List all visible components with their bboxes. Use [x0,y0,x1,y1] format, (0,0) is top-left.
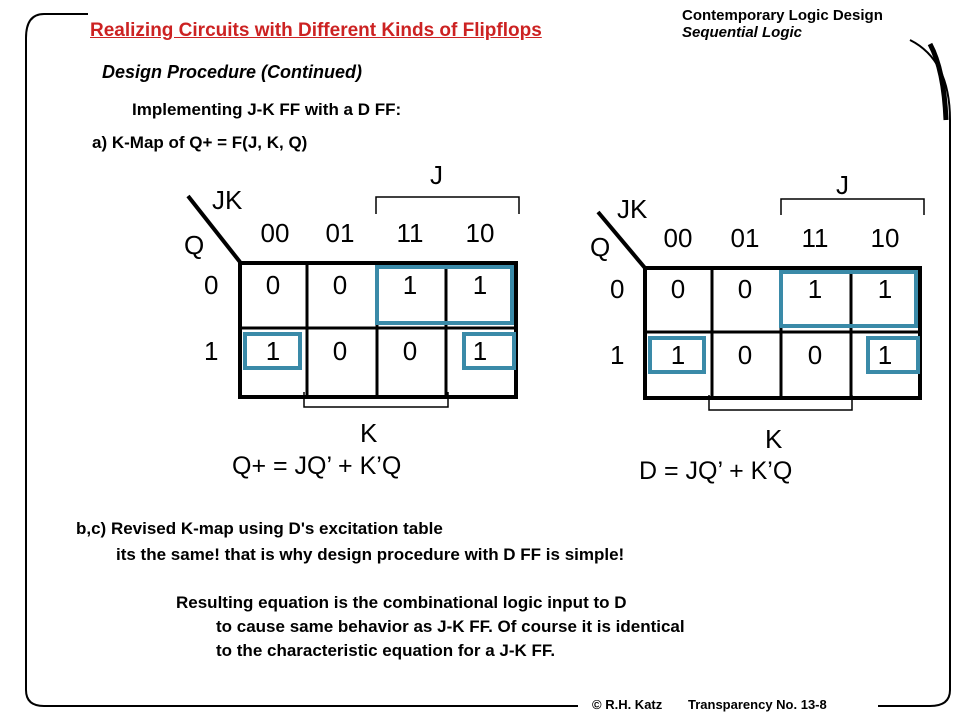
result-line-2: to cause same behavior as J-K FF. Of course it is identical [216,617,685,636]
kmap-1-row-header: 1 [204,336,219,366]
kmap-1-cell: 0 [332,270,348,300]
kmap-2-cell: 0 [670,274,686,304]
kmap-1-var-side: Q [184,230,205,260]
kmap-2-col-header: 01 [730,223,760,253]
kmap-1-cell: 0 [402,336,418,366]
kmap-2-var-top: JK [617,194,648,224]
intro-text: Implementing J-K FF with a D FF: [132,100,402,119]
footer-transparency: Transparency No. 13-8 [688,697,827,712]
footer-copyright: © R.H. Katz [592,697,663,712]
slide-title: Realizing Circuits with Different Kinds of Flipflops [90,20,542,41]
part-bc-line-2: its the same! that is why design procedure with D FF is simple! [116,545,625,564]
kmap-1-j-label: J [430,160,443,190]
kmap-2-cell: 0 [737,340,753,370]
book-title: Contemporary Logic Design [682,7,883,24]
kmap-2-cell: 1 [807,274,823,304]
kmap-1-cell: 1 [472,270,488,300]
kmap-2-j-label: J [836,170,849,200]
kmap-2-col-header: 10 [870,223,900,253]
kmap-1-cell: 1 [472,336,488,366]
kmap-1-equation: Q+ = JQ’ + K’Q [232,452,402,480]
kmap-2-cell: 0 [807,340,823,370]
kmap-1-k-label: K [360,418,378,448]
kmap-1-row-header: 0 [204,270,219,300]
kmap-1-col-header: 01 [325,218,355,248]
kmap-2-cell: 1 [877,274,893,304]
kmap-1-col-header: 00 [260,218,290,248]
kmap-2-cell: 0 [737,274,753,304]
kmap-2-var-side: Q [590,232,611,262]
kmap-1-cell: 1 [265,336,281,366]
kmap-2-row-header: 0 [610,274,625,304]
kmap-1-col-header: 11 [396,218,424,248]
kmap-1-cell: 0 [332,336,348,366]
kmap-2-col-header: 11 [801,223,829,253]
kmap-2-row-header: 1 [610,340,625,370]
kmap-1-col-header: 10 [465,218,495,248]
kmap-1-var-top: JK [212,185,243,215]
kmap-2-equation: D = JQ’ + K’Q [639,457,793,485]
kmap-1-cell: 0 [265,270,281,300]
section-subtitle: Design Procedure (Continued) [102,62,363,82]
result-line-1: Resulting equation is the combinational logic input to D [176,593,627,612]
kmap-2-col-header: 00 [663,223,693,253]
part-bc-line-1: b,c) Revised K-map using D's excitation table [76,519,443,538]
result-line-3: to the characteristic equation for a J-K FF. [216,641,556,660]
part-a-text: a) K-Map of Q+ = F(J, K, Q) [92,133,308,152]
kmap-2-cell: 1 [877,340,893,370]
kmap-2-k-label: K [765,424,783,454]
kmap-2-cell: 1 [670,340,686,370]
chapter-title: Sequential Logic [682,24,803,41]
kmap-1-cell: 1 [402,270,418,300]
